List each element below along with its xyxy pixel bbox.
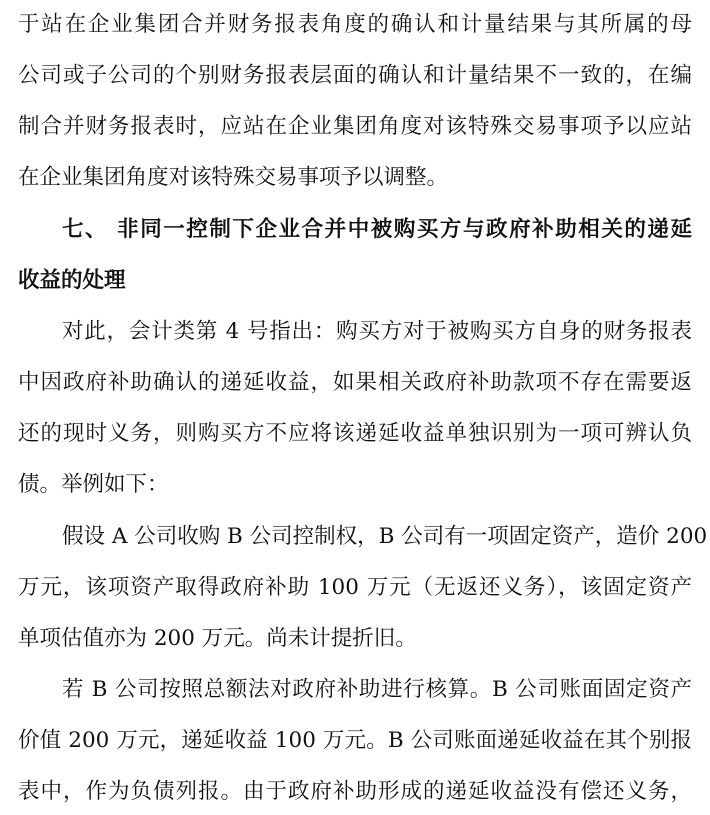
paragraph-line: 债。举例如下： xyxy=(18,472,169,497)
paragraph-line: 中因政府补助确认的递延收益，如果相关政府补助款项不存在需要返 xyxy=(18,370,692,395)
paragraph-line: 制合并财务报表时，应站在企业集团角度对该特殊交易事项予以应站 xyxy=(18,114,692,139)
paragraph-line: 表中，作为负债列报。由于政府补助形成的递延收益没有偿还义务， xyxy=(18,779,692,804)
paragraph-line: 于站在企业集团合并财务报表角度的确认和计量结果与其所属的母 xyxy=(18,12,692,37)
paragraph-line: 万元，该项资产取得政府补助 100 万元（无返还义务），该固定资产 xyxy=(18,575,692,600)
paragraph-line: 在企业集团角度对该特殊交易事项予以调整。 xyxy=(18,165,449,190)
paragraph-line: 对此，会计类第 4 号指出：购买方对于被购买方自身的财务报表 xyxy=(62,319,692,344)
section-heading: 收益的处理 xyxy=(18,268,126,293)
paragraph-line: 单项估值亦为 200 万元。尚未计提折旧。 xyxy=(18,626,417,651)
paragraph-line: 公司或子公司的个别财务报表层面的确认和计量结果不一致的，在编 xyxy=(18,63,692,88)
paragraph-line: 若 B 公司按照总额法对政府补助进行核算。B 公司账面固定资产 xyxy=(62,677,692,702)
paragraph-line: 还的现时义务，则购买方不应将该递延收益单独识别为一项可辨认负 xyxy=(18,421,692,446)
section-heading: 七、 非同一控制下企业合并中被购买方与政府补助相关的递延 xyxy=(62,217,692,242)
paragraph-line: 价值 200 万元，递延收益 100 万元。B 公司账面递延收益在其个别报 xyxy=(18,728,692,753)
paragraph-line: 假设 A 公司收购 B 公司控制权，B 公司有一项固定资产，造价 200 xyxy=(62,524,708,549)
